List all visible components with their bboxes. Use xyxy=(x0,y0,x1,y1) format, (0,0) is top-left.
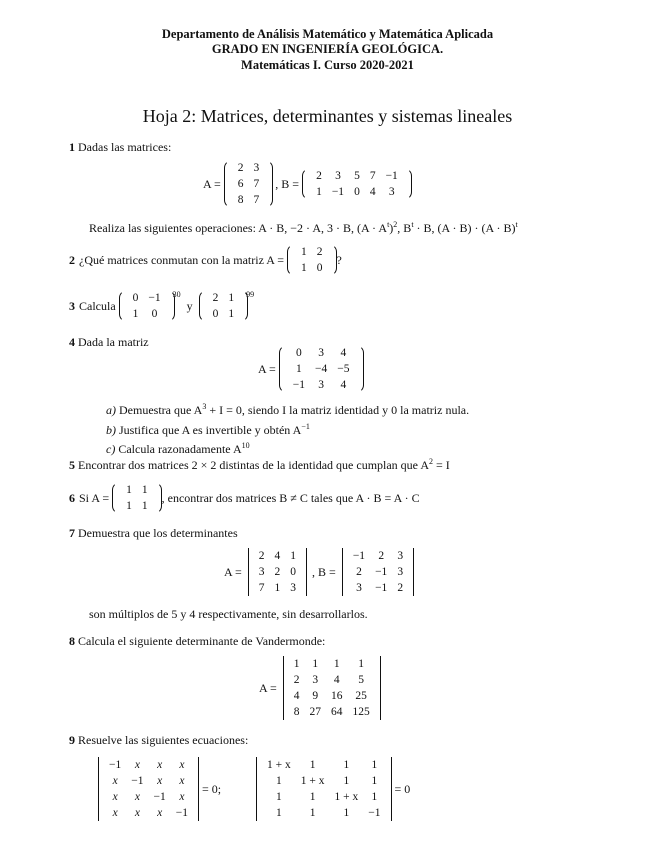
matrix-entry: −1 xyxy=(352,550,366,562)
matrix-entry: 0 xyxy=(354,186,360,198)
matrix-entry: 25 xyxy=(355,690,367,702)
problem-9-statement xyxy=(69,733,248,748)
determinant-a xyxy=(245,548,310,596)
matrix-a xyxy=(224,160,274,208)
matrix-entry: 1 xyxy=(126,500,132,512)
matrix-row xyxy=(121,482,153,498)
problem-number: 1 xyxy=(69,140,75,154)
matrix-entry: 1 xyxy=(333,658,340,670)
equation-rhs: = 0; xyxy=(202,781,222,796)
exponent: 2 xyxy=(393,220,398,229)
matrix-entry: 1 xyxy=(276,791,282,803)
subitem-a xyxy=(106,399,469,419)
matrix-label: , B = xyxy=(275,176,300,191)
problem-number: 9 xyxy=(69,733,75,747)
matrix-row xyxy=(289,672,375,688)
problem-text: Dadas las matrices: xyxy=(78,140,172,154)
matrix-entry: 8 xyxy=(237,194,244,206)
matrix-entry: −1 xyxy=(375,566,388,578)
matrix-entry: 1 + x xyxy=(300,775,325,787)
matrix-entry: −4 xyxy=(315,363,328,375)
matrix-entry: x xyxy=(112,791,118,803)
matrix-entry: −1 xyxy=(375,582,388,594)
exponent: −1 xyxy=(301,421,310,431)
matrix-row xyxy=(104,773,193,789)
matrix-row xyxy=(311,184,403,200)
matrix-entry: −1 xyxy=(175,807,188,819)
matrix-entry: x xyxy=(134,807,140,819)
problem-4-matrix xyxy=(258,345,364,393)
matrix-entry: 1 xyxy=(126,484,132,496)
problem-text: = I xyxy=(433,458,450,472)
problem-number: 5 xyxy=(69,458,75,472)
matrix-a xyxy=(112,482,162,514)
item-text: + I = 0, siendo I la matriz identidad y 0 la matriz nula. xyxy=(206,403,470,417)
matrix-row xyxy=(289,688,375,704)
matrix-row xyxy=(262,773,386,789)
matrix-entry: x xyxy=(179,759,185,771)
problem-7-conclusion: son múltiplos de 5 y 4 respectivamente, sin desarrollarlos. xyxy=(89,607,368,621)
matrix-entry: 2 xyxy=(237,162,244,174)
matrix-table xyxy=(289,656,375,720)
matrix-entry: −1 xyxy=(153,791,166,803)
matrix-entry: 1 xyxy=(309,759,316,771)
problem-text: Dada la matriz xyxy=(78,335,149,349)
matrix-entry: 7 xyxy=(369,170,376,182)
equation-rhs: = 0 xyxy=(394,781,411,796)
matrix-row xyxy=(104,789,193,805)
matrix-table xyxy=(296,244,328,276)
matrix-table xyxy=(348,548,408,596)
problem-6-statement xyxy=(69,482,420,514)
matrix-entry: 2 xyxy=(293,674,300,686)
matrix-table xyxy=(128,290,166,322)
matrix-row xyxy=(348,580,408,596)
transpose-mark: t xyxy=(515,220,518,229)
matrix-entry: 3 xyxy=(397,550,404,562)
matrix-entry: −5 xyxy=(337,363,350,375)
matrix-entry: −1 xyxy=(109,759,122,771)
problem-text: Si A = xyxy=(79,490,110,505)
problem-7-determinants xyxy=(224,548,417,596)
item-label: c) xyxy=(106,442,116,456)
matrix-table xyxy=(121,482,153,514)
matrix-entry: 5 xyxy=(358,674,365,686)
transpose-mark: t xyxy=(387,220,390,229)
matrix-row xyxy=(348,564,408,580)
exponent: 10 xyxy=(241,441,250,450)
matrix-entry: 27 xyxy=(309,706,322,718)
matrix-entry: −1 xyxy=(385,170,398,182)
matrix-row xyxy=(262,805,386,821)
matrix-entry: 3 xyxy=(335,170,341,182)
matrix-entry: 5 xyxy=(354,170,360,182)
matrix-entry: 2 xyxy=(212,292,219,304)
matrix-entry: 1 xyxy=(371,759,378,771)
matrix-entry: x xyxy=(157,759,163,771)
matrix-entry: 3 xyxy=(312,674,319,686)
problem-2-statement xyxy=(69,244,342,276)
det-label: , B = xyxy=(312,564,336,579)
matrix-entry: 1 xyxy=(276,807,282,819)
matrix-entry: 8 xyxy=(293,706,300,718)
matrix-entry: 7 xyxy=(258,582,265,594)
matrix-entry: 3 xyxy=(397,566,404,578)
problem-number: 3 xyxy=(69,298,75,313)
matrix-entry: 3 xyxy=(318,347,325,359)
matrix-row xyxy=(104,757,193,773)
matrix-row xyxy=(233,192,265,208)
matrix-entry: 1 xyxy=(301,246,307,258)
matrix-entry: x xyxy=(134,759,140,771)
matrix-entry: 1 xyxy=(276,775,282,787)
determinant-equation-2 xyxy=(253,757,395,821)
matrix-entry: 3 xyxy=(356,582,362,594)
problem-number: 2 xyxy=(69,252,75,267)
matrix-entry: 4 xyxy=(274,550,281,562)
matrix-entry: 1 xyxy=(293,658,300,670)
matrix-table xyxy=(311,168,403,200)
matrix-entry: 0 xyxy=(316,262,323,274)
matrix-entry: 1 xyxy=(343,759,350,771)
matrix-label: A = xyxy=(258,361,276,376)
matrix-table xyxy=(262,757,386,821)
matrix-entry: x xyxy=(157,775,163,787)
matrix-entry: 2 xyxy=(378,550,385,562)
matrix-entry: 64 xyxy=(331,706,343,718)
matrix-entry: 3 xyxy=(318,379,325,391)
matrix-row xyxy=(254,548,301,564)
matrix-row xyxy=(254,564,301,580)
matrix-entry: 1 xyxy=(301,262,307,274)
item-text: Demuestra que A xyxy=(119,403,203,417)
matrix-entry: 1 xyxy=(309,807,316,819)
operations-text: ) xyxy=(389,221,394,235)
matrix-entry: 4 xyxy=(340,347,347,359)
matrix-entry: 1 xyxy=(312,658,319,670)
question-mark: ? xyxy=(336,252,342,267)
problem-text: , encontrar dos matrices B ≠ C tales que A · B = A · C xyxy=(161,490,420,505)
matrix-entry: 4 xyxy=(333,674,340,686)
matrix-row xyxy=(262,789,386,805)
matrix-entry: 7 xyxy=(253,178,260,190)
matrix-row xyxy=(288,361,355,377)
matrix-row xyxy=(233,160,265,176)
operations-text: , B xyxy=(397,221,412,235)
transpose-mark: t xyxy=(411,220,414,229)
matrix-entry: 1 xyxy=(141,484,148,496)
matrix-row xyxy=(128,306,166,322)
matrix-entry: x xyxy=(112,807,118,819)
problem-8-statement xyxy=(69,634,325,649)
item-text: Justifica que A es invertible y obtén A xyxy=(119,422,302,437)
matrix-table xyxy=(254,548,301,596)
matrix-entry: 3 xyxy=(258,566,265,578)
matrix-row xyxy=(311,168,403,184)
matrix-entry: 0 xyxy=(132,292,139,304)
determinant-equation-1 xyxy=(95,757,202,821)
matrix-row xyxy=(254,580,301,596)
matrix-entry: x xyxy=(179,791,185,803)
matrix-row xyxy=(288,345,355,361)
problem-number: 8 xyxy=(69,634,75,648)
matrix-entry: −1 xyxy=(292,379,306,391)
matrix-row xyxy=(208,290,240,306)
problem-number: 4 xyxy=(69,335,75,349)
matrix-row xyxy=(208,306,240,322)
problem-number: 7 xyxy=(69,526,75,540)
matrix-entry: 1 xyxy=(358,658,365,670)
matrix-entry: 3 xyxy=(290,582,297,594)
matrix-entry: 2 xyxy=(316,170,322,182)
matrix-row xyxy=(289,656,375,672)
matrix-entry: 6 xyxy=(237,178,244,190)
matrix-entry: 1 xyxy=(132,308,139,320)
matrix-entry: 3 xyxy=(388,186,395,198)
matrix-a xyxy=(287,244,337,276)
subitem-c xyxy=(106,438,469,458)
problem-8-determinant xyxy=(259,656,384,720)
problem-text: Demuestra que los determinantes xyxy=(78,526,238,540)
header-course: Matemáticas I. Curso 2020-2021 xyxy=(241,58,414,72)
matrix-entry: x xyxy=(134,791,140,803)
matrix-entry: 1 xyxy=(274,582,281,594)
conjunction: y xyxy=(186,298,193,313)
matrix-table xyxy=(208,290,240,322)
matrix-row xyxy=(288,377,355,393)
matrix-row xyxy=(296,244,328,260)
matrix-row xyxy=(289,704,375,720)
matrix-row xyxy=(262,757,386,773)
matrix-entry: 1 xyxy=(228,308,235,320)
matrix-entry: 1 xyxy=(316,186,322,198)
matrix-entry: 1 xyxy=(141,500,148,512)
item-label: b) xyxy=(106,422,116,437)
matrix-entry: −1 xyxy=(368,807,381,819)
problem-1-statement xyxy=(69,140,171,155)
determinant-b xyxy=(339,548,417,596)
operations-text: · B, (A · B) · (A · B) xyxy=(413,221,516,235)
page-title: Hoja 2: Matrices, determinantes y sistemas lineales xyxy=(142,106,513,126)
matrix-label: A = xyxy=(203,176,221,191)
matrix-table xyxy=(233,160,265,208)
matrix-entry: 1 xyxy=(371,791,378,803)
matrix-entry: 2 xyxy=(258,550,265,562)
matrix-entry: 4 xyxy=(293,690,300,702)
problem-text: Calcula xyxy=(79,298,116,313)
matrix-entry: 9 xyxy=(312,690,319,702)
matrix-entry: 2 xyxy=(397,582,404,594)
problem-7-statement xyxy=(69,526,238,541)
matrix-entry: −1 xyxy=(148,292,161,304)
problem-text: Calcula el siguiente determinante de Vandermonde: xyxy=(78,634,326,648)
item-label: a) xyxy=(106,403,116,417)
matrix-rotation xyxy=(119,290,175,322)
matrix-row xyxy=(128,290,166,306)
matrix-entry: x xyxy=(179,775,185,787)
matrix-row xyxy=(296,260,328,276)
matrix-entry: 1 + x xyxy=(334,791,359,803)
matrix-entry: 1 xyxy=(343,775,350,787)
exponent: 3 xyxy=(202,402,207,411)
problem-9-equation-1 xyxy=(95,757,221,821)
matrix-row xyxy=(233,176,265,192)
subitem-b xyxy=(106,419,469,439)
matrix-entry: −1 xyxy=(331,186,345,198)
problem-5-statement xyxy=(69,457,450,473)
operations-text: Realiza las siguientes operaciones: A · B, −2 · A, 3 · B, (A · A xyxy=(89,221,388,235)
matrix-row xyxy=(348,548,408,564)
exponent: 99 xyxy=(246,290,255,299)
matrix-table xyxy=(104,757,193,821)
matrix-entry: 1 xyxy=(290,550,297,562)
problem-4-subitems xyxy=(106,399,469,458)
matrix-entry: 2 xyxy=(316,246,323,258)
matrix-entry: 2 xyxy=(356,566,362,578)
matrix-entry: 125 xyxy=(352,706,370,718)
matrix-entry: 3 xyxy=(253,162,260,174)
matrix-entry: 1 xyxy=(296,363,302,375)
problem-3-statement xyxy=(69,290,254,322)
matrix-entry: 0 xyxy=(212,308,219,320)
matrix-b xyxy=(302,168,412,200)
det-label: A = xyxy=(224,564,242,579)
matrix-entry: 0 xyxy=(290,566,297,578)
matrix-entry: 4 xyxy=(369,186,376,198)
header-department: Departamento de Análisis Matemático y Matemática Aplicada xyxy=(161,27,494,41)
matrix-entry: −1 xyxy=(131,775,144,787)
matrix-a xyxy=(279,345,364,393)
matrix-entry: 1 + x xyxy=(267,759,291,771)
problem-1-operations xyxy=(89,220,518,236)
matrix-entry: 1 xyxy=(309,791,316,803)
matrix-triangular xyxy=(199,290,249,322)
matrix-entry: 1 xyxy=(343,807,350,819)
matrix-table xyxy=(288,345,355,393)
matrix-entry: 7 xyxy=(253,194,260,206)
problem-number: 6 xyxy=(69,490,75,505)
matrix-entry: x xyxy=(112,775,118,787)
matrix-row xyxy=(104,805,193,821)
problem-4-statement xyxy=(69,335,149,350)
problem-1-matrices xyxy=(203,160,412,208)
matrix-entry: 1 xyxy=(228,292,235,304)
problem-9-equation-2 xyxy=(253,757,410,821)
matrix-entry: x xyxy=(157,807,163,819)
item-text: Calcula razonadamente A xyxy=(118,442,242,456)
matrix-entry: 2 xyxy=(274,566,281,578)
vandermonde-determinant xyxy=(280,656,384,720)
matrix-entry: 16 xyxy=(331,690,343,702)
header-degree: GRADO EN INGENIERÍA GEOLÓGICA. xyxy=(211,42,444,56)
problem-text: Resuelve las siguientes ecuaciones: xyxy=(78,733,249,747)
det-label: A = xyxy=(259,680,277,695)
matrix-row xyxy=(121,498,153,514)
problem-text: ¿Qué matrices conmutan con la matriz A = xyxy=(79,252,285,267)
matrix-entry: 0 xyxy=(151,308,158,320)
problem-text: Encontrar dos matrices 2 × 2 distintas de la identidad que cumplan que A xyxy=(78,458,430,472)
exponent: 30 xyxy=(172,290,181,299)
matrix-entry: 0 xyxy=(296,347,302,359)
exponent: 2 xyxy=(429,457,434,466)
matrix-entry: 1 xyxy=(371,775,378,787)
matrix-entry: 4 xyxy=(340,379,347,391)
